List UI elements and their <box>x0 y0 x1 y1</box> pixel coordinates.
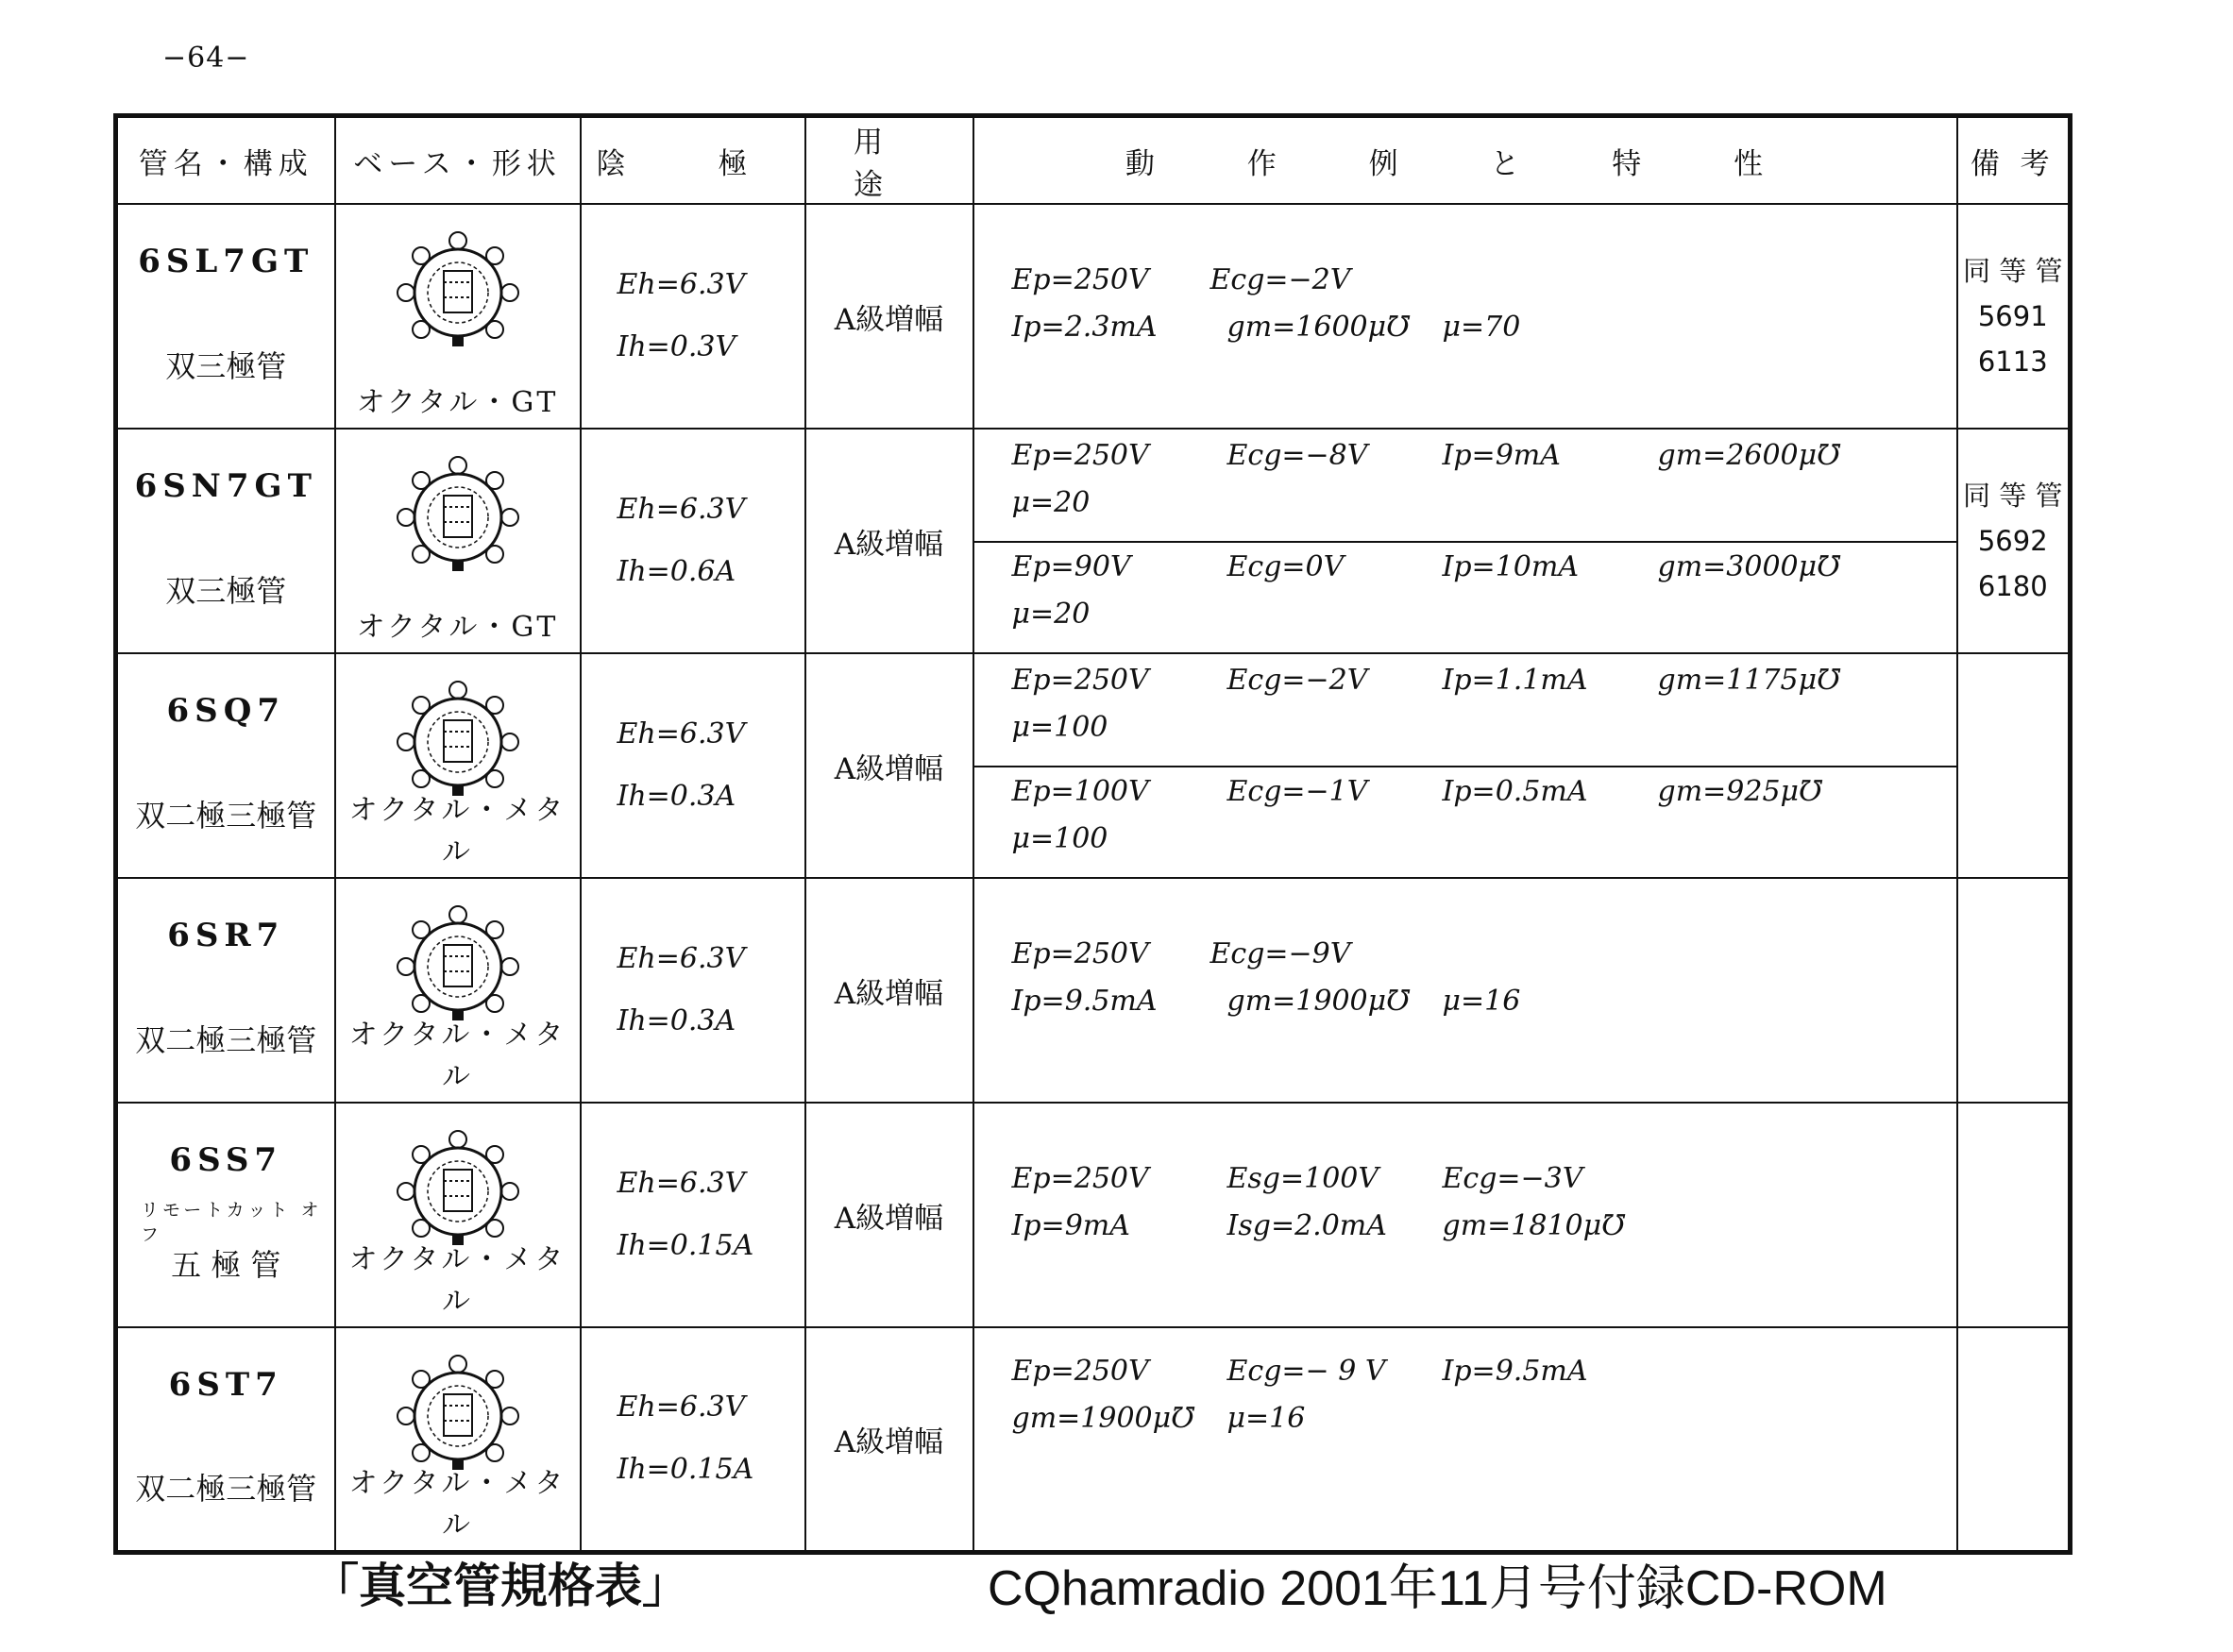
tube-name-cell <box>116 878 335 1103</box>
cathode-cell <box>581 429 805 653</box>
tube-name-cell <box>116 429 335 653</box>
heater-voltage: Eh=6.3V <box>617 1167 746 1200</box>
operation-line <box>1012 1209 1947 1256</box>
base-cell <box>335 653 581 878</box>
cathode-cell <box>581 878 805 1103</box>
operation-line <box>1012 263 1947 311</box>
heater-current: Ih=0.15A <box>617 1229 754 1262</box>
operation-line <box>1012 1162 1947 1209</box>
operation-value: gm=2600μ℧ <box>1657 439 1841 472</box>
base-cell <box>335 429 581 653</box>
operation-value: gm=1900μ℧ <box>1011 1402 1195 1435</box>
operation-value: Ip=1.1mA <box>1442 664 1588 697</box>
operation-line <box>1012 598 1947 645</box>
operation-cell <box>973 1103 1957 1327</box>
operation-value: gm=3000μ℧ <box>1657 550 1841 583</box>
remark-line: 5691 <box>1977 300 2048 332</box>
tube-row <box>116 1103 2071 1327</box>
tube-row <box>116 204 2071 429</box>
operation-value: μ=16 <box>1226 1402 1306 1435</box>
heater-current: Ih=0.3A <box>617 1004 736 1037</box>
operation-value: Ep=100V <box>1011 775 1149 808</box>
heater-voltage: Eh=6.3V <box>617 717 746 750</box>
operation-value: Ecg=−2V <box>1210 263 1351 296</box>
operation-line <box>1012 311 1947 358</box>
operation-value: gm=1175μ℧ <box>1657 664 1841 697</box>
operation-block <box>1012 439 1947 533</box>
cathode-cell <box>581 204 805 429</box>
operation-line <box>1012 985 1947 1032</box>
tube-row <box>116 429 2071 653</box>
operation-line <box>1012 1402 1947 1449</box>
tube-type-note: リモートカット オフ <box>141 1200 323 1245</box>
tube-name: 6SL7GT <box>138 243 314 280</box>
operation-value: Ip=9.5mA <box>1442 1355 1588 1388</box>
header-name: 管名・構成 <box>116 116 335 205</box>
operation-cell <box>973 429 1957 653</box>
remarks-cell <box>1957 653 2071 878</box>
remark-line: 6180 <box>1977 570 2048 602</box>
operation-value: Ecg=−9V <box>1210 937 1351 970</box>
operation-value: Ecg=−3V <box>1442 1162 1583 1195</box>
operation-line <box>1012 775 1947 822</box>
operation-block <box>1012 1355 1947 1449</box>
operation-value: μ=100 <box>1011 711 1108 744</box>
heater-voltage: Eh=6.3V <box>617 493 746 526</box>
base-socket-diagram <box>387 222 529 363</box>
tube-name: 6SQ7 <box>166 692 285 730</box>
operation-block <box>1012 664 1947 758</box>
operation-line <box>1012 486 1947 533</box>
operation-value: Ecg=−1V <box>1226 775 1368 808</box>
usage-cell: A級増幅 <box>805 204 973 429</box>
cathode-cell <box>581 1103 805 1327</box>
usage-cell: A級増幅 <box>805 878 973 1103</box>
operation-value: Ep=90V <box>1011 550 1131 583</box>
remark-line: 5692 <box>1977 525 2048 557</box>
operation-block <box>1012 550 1947 645</box>
usage-cell: A級増幅 <box>805 1327 973 1552</box>
operation-value: μ=16 <box>1442 985 1521 1018</box>
heater-voltage: Eh=6.3V <box>617 268 746 301</box>
operation-line <box>1012 937 1947 985</box>
operation-value: Esg=100V <box>1226 1162 1379 1195</box>
base-label: オクタル・メタル <box>348 794 567 868</box>
operation-block <box>1012 1162 1947 1256</box>
operation-value: Ep=250V <box>1011 664 1149 697</box>
remarks-cell <box>1957 878 2071 1103</box>
heater-current: Ih=0.15A <box>617 1453 754 1487</box>
operation-line <box>1012 711 1947 758</box>
operation-block <box>1012 775 1947 869</box>
operation-value: Ip=9.5mA <box>1011 985 1158 1018</box>
heater-current: Ih=0.3V <box>617 330 736 363</box>
tube-row <box>116 653 2071 878</box>
base-cell <box>335 1103 581 1327</box>
tube-spec-table <box>113 113 2072 1555</box>
page-number: −64− <box>162 42 250 75</box>
remark-line: 6113 <box>1977 346 2048 378</box>
base-label: オクタル・メタル <box>348 1466 567 1542</box>
header-operation: 動 作 例 と 特 性 <box>973 116 1957 205</box>
operation-cell <box>973 878 1957 1103</box>
heater-voltage: Eh=6.3V <box>617 942 746 975</box>
tube-name-cell <box>116 653 335 878</box>
operation-value: Ip=9mA <box>1442 439 1561 472</box>
tube-type: 五 極 管 <box>171 1247 281 1283</box>
remarks-cell <box>1957 1103 2071 1327</box>
operation-line <box>1012 439 1947 486</box>
base-label: オクタル・GT <box>356 386 559 419</box>
base-label: オクタル・GT <box>356 611 559 644</box>
operation-value: Ip=0.5mA <box>1442 775 1588 808</box>
tube-type: 双三極管 <box>165 573 287 609</box>
header-base: ベース・形状 <box>335 116 581 205</box>
operation-cell <box>973 204 1957 429</box>
remarks-cell <box>1957 204 2071 429</box>
footer-title: 「真空管規格表」 <box>312 1559 689 1613</box>
operation-value: Ip=2.3mA <box>1011 311 1158 344</box>
tube-row <box>116 1327 2071 1552</box>
operation-value: μ=20 <box>1011 486 1091 519</box>
operation-value: Isg=2.0mA <box>1226 1209 1387 1242</box>
operation-value: μ=100 <box>1011 822 1108 855</box>
tube-row <box>116 878 2071 1103</box>
remarks-cell <box>1957 429 2071 653</box>
cathode-cell <box>581 653 805 878</box>
operation-value: gm=1600μ℧ <box>1226 311 1411 344</box>
operation-block <box>1012 263 1947 358</box>
base-cell <box>335 1327 581 1552</box>
usage-cell: A級増幅 <box>805 429 973 653</box>
tube-name-cell <box>116 1327 335 1552</box>
operation-line <box>1012 822 1947 869</box>
tube-name: 6SN7GT <box>134 467 317 505</box>
remark-line: 同 等 管 <box>1963 255 2063 287</box>
operation-block <box>1012 937 1947 1032</box>
operation-value: Ecg=− 9 V <box>1226 1355 1386 1388</box>
operation-value: Ep=250V <box>1011 439 1149 472</box>
tube-name-cell <box>116 204 335 429</box>
operation-value: μ=70 <box>1442 311 1521 344</box>
operation-line <box>1012 1355 1947 1402</box>
tube-name: 6SS7 <box>169 1141 283 1179</box>
base-label: オクタル・メタル <box>348 1243 567 1318</box>
operation-line <box>1012 664 1947 711</box>
usage-cell: A級増幅 <box>805 653 973 878</box>
base-cell <box>335 878 581 1103</box>
tube-type: 双二極三極管 <box>135 1022 317 1058</box>
base-cell <box>335 204 581 429</box>
remarks-cell <box>1957 1327 2071 1552</box>
operation-value: Ep=250V <box>1011 937 1149 970</box>
tube-type: 双二極三極管 <box>135 798 317 834</box>
base-label: オクタル・メタル <box>348 1019 567 1093</box>
base-socket-diagram <box>387 447 529 588</box>
remark-line: 同 等 管 <box>1963 480 2063 512</box>
tube-type: 双三極管 <box>165 348 287 384</box>
operation-value: Ep=250V <box>1011 263 1149 296</box>
operation-cell <box>973 653 1957 878</box>
operation-value: Ip=10mA <box>1442 550 1579 583</box>
footer-source: CQhamradio 2001年11月号付録CD-ROM <box>988 1561 1887 1616</box>
operation-value: gm=1810μ℧ <box>1442 1209 1626 1242</box>
header-row <box>116 116 2071 205</box>
operation-value: Ep=250V <box>1011 1162 1149 1195</box>
operation-value: Ecg=−2V <box>1226 664 1368 697</box>
header-remarks: 備 考 <box>1957 116 2071 205</box>
tube-name: 6SR7 <box>167 917 285 954</box>
operation-value: Ecg=−8V <box>1226 439 1368 472</box>
operation-divider <box>974 541 1956 543</box>
operation-value: Ecg=0V <box>1226 550 1345 583</box>
heater-voltage: Eh=6.3V <box>617 1391 746 1424</box>
tube-name-cell <box>116 1103 335 1327</box>
operation-value: Ip=9mA <box>1011 1209 1130 1242</box>
operation-divider <box>974 766 1956 767</box>
operation-value: Ep=250V <box>1011 1355 1149 1388</box>
tube-type: 双二極三極管 <box>135 1470 317 1507</box>
heater-current: Ih=0.3A <box>617 780 736 813</box>
operation-value: gm=925μ℧ <box>1657 775 1822 808</box>
usage-cell: A級増幅 <box>805 1103 973 1327</box>
header-usage: 用 途 <box>805 116 973 205</box>
operation-value: μ=20 <box>1011 598 1091 631</box>
cathode-cell <box>581 1327 805 1552</box>
operation-line <box>1012 550 1947 598</box>
header-cathode: 陰 極 <box>581 116 805 205</box>
tube-name: 6ST7 <box>168 1366 283 1404</box>
operation-cell <box>973 1327 1957 1552</box>
heater-current: Ih=0.6A <box>617 555 736 588</box>
operation-value: gm=1900μ℧ <box>1226 985 1411 1018</box>
